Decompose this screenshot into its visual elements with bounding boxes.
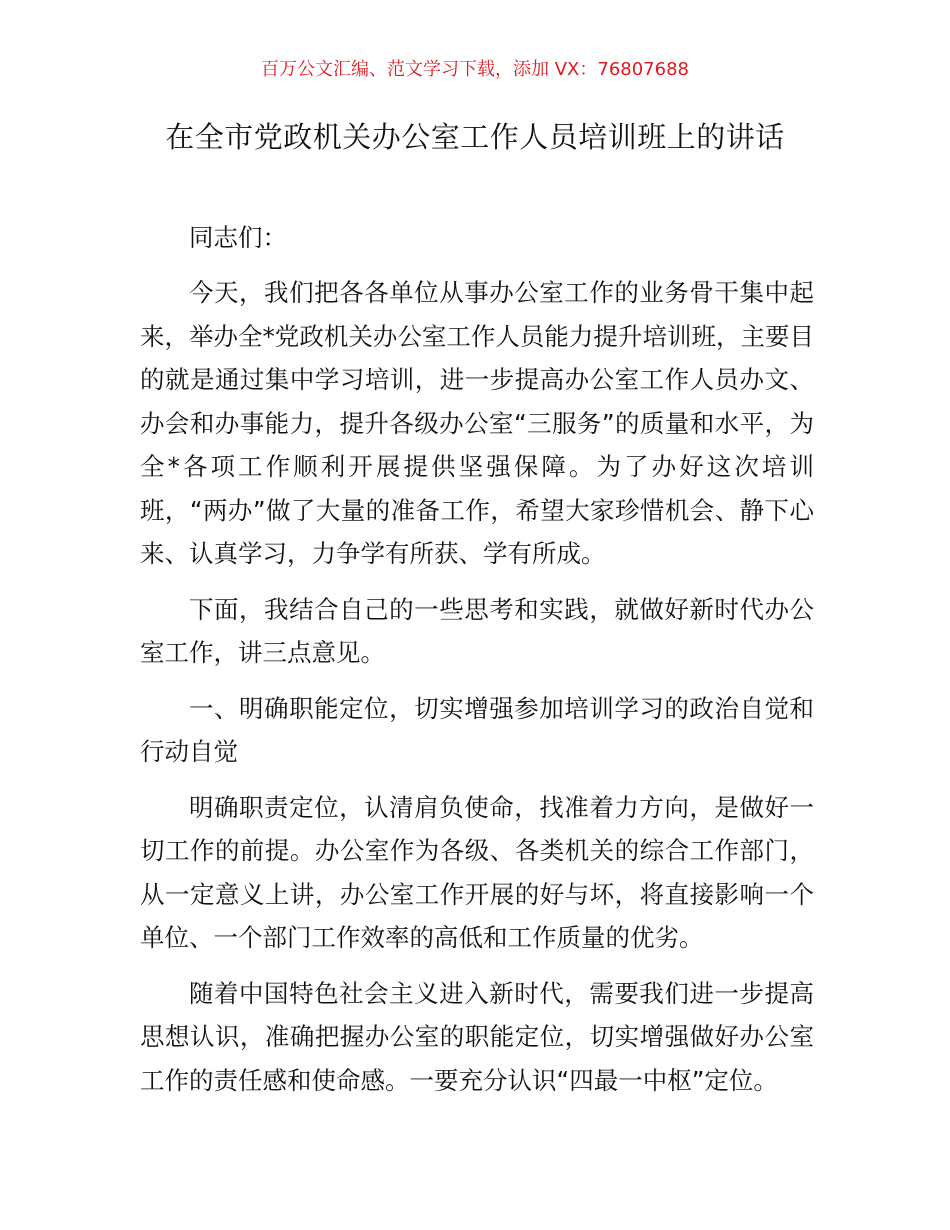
greeting: 同志们： [189, 223, 287, 252]
paragraph-2: 下面，我结合自己的一些思考和实践，就做好新时代办公室工作，讲三点意见。 [140, 594, 814, 667]
section-heading-1: 一、明确职能定位，切实增强参加培训学习的政治自觉和行动自觉 [140, 693, 814, 766]
document-body [140, 216, 814, 1114]
paragraph-1: 今天，我们把各各单位从事办公室工作的业务骨干集中起来，举办全*党政机关办公室工作人员能力提升培训班，主要目的就是通过集中学习培训，进一步提高办公室工作人员办文、办会和办事能力，提升各级办公室“三服务”的质量和水平，为全*各项工作顺利开展提供坚强保障。为了办好这次培训班，“两办”做了大量的准备工作，希望大家珍惜机会、静下心来、认真学习，力争学有所获、学有所成。 [140, 278, 814, 568]
paragraph-3: 明确职责定位，认清肩负使命，找准着力方向，是做好一切工作的前提。办公室作为各级、各类机关的综合工作部门，从一定意义上讲，办公室工作开展的好与坏，将直接影响一个单位、一个部门工作效率的高低和工作质量的优劣。 [140, 792, 814, 952]
document-title: 在全市党政机关办公室工作人员培训班上的讲话 [165, 120, 785, 154]
watermark-banner: 百万公文汇编、范文学习下载，添加 VX：76807688 [261, 59, 689, 80]
paragraph-4: 随着中国特色社会主义进入新时代，需要我们进一步提高思想认识，准确把握办公室的职能定位，切实增强做好办公室工作的责任感和使命感。一要充分认识“四最一中枢”定位。 [140, 978, 814, 1095]
